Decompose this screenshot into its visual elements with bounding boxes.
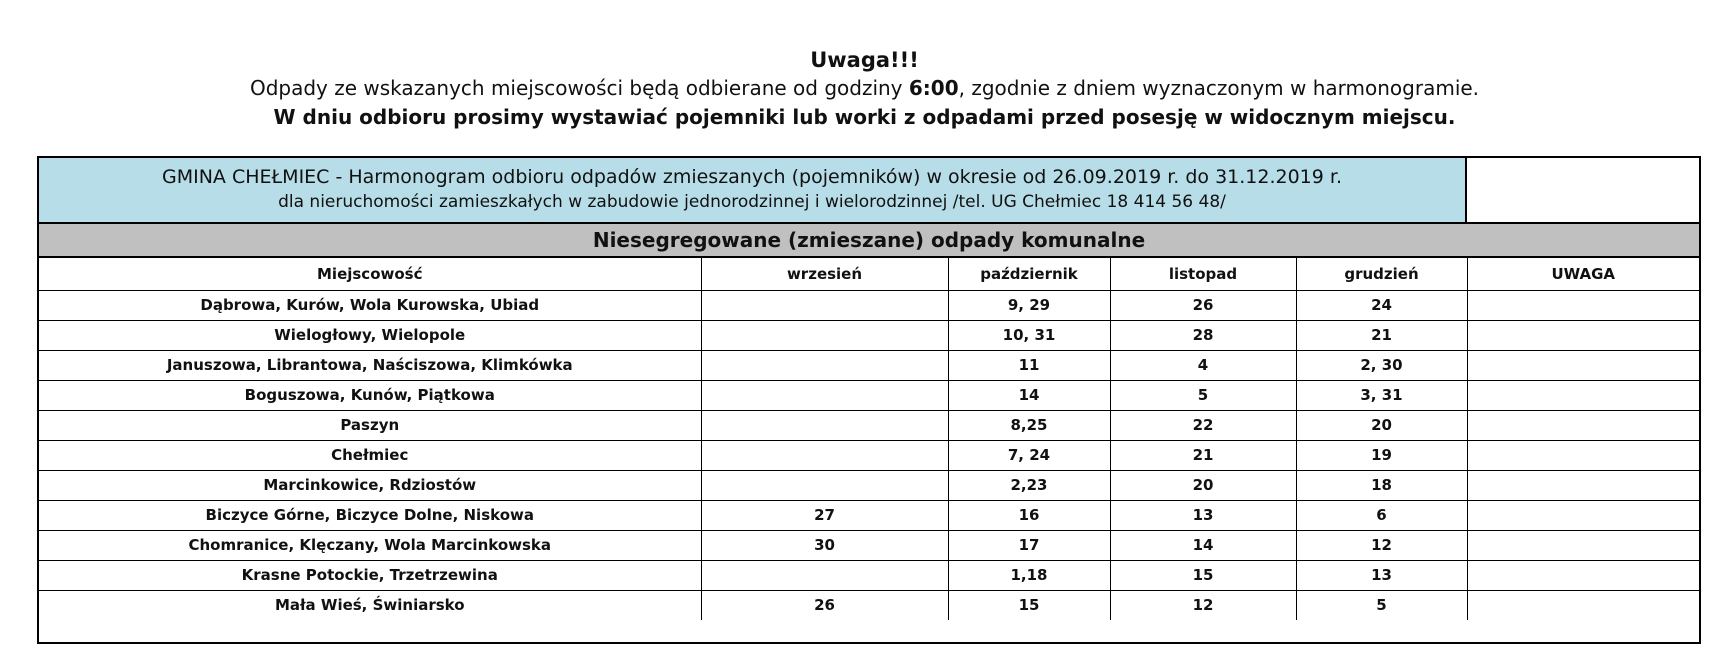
table-row <box>39 470 1699 500</box>
listopad-cell: 21 <box>1110 440 1296 470</box>
listopad-cell: 22 <box>1110 410 1296 440</box>
uwaga-cell <box>1467 470 1699 500</box>
table-row <box>39 320 1699 350</box>
uwaga-cell <box>1467 500 1699 530</box>
table-row <box>39 380 1699 410</box>
grudzien-cell: 6 <box>1296 500 1467 530</box>
wrzesien-cell: 26 <box>701 590 948 620</box>
schedule-subtitle: dla nieruchomości zamieszkałych w zabudowie jednorodzinnej i wielorodzinnej /tel. UG Chełmiec 18 414 56 48/ <box>278 192 1226 212</box>
uwaga-cell <box>1467 320 1699 350</box>
notice-time: 6:00 <box>908 76 959 100</box>
pazdziernik-cell: 14 <box>948 380 1110 410</box>
wrzesien-cell <box>701 320 948 350</box>
header-empty-cell <box>1467 158 1699 224</box>
uwaga-cell <box>1467 530 1699 560</box>
table-row <box>39 590 1699 620</box>
listopad-cell: 26 <box>1110 290 1296 320</box>
grudzien-cell: 19 <box>1296 440 1467 470</box>
column-header-uwaga: UWAGA <box>1467 258 1699 290</box>
miejscowosc-cell: Chełmiec <box>39 440 701 470</box>
wrzesien-cell: 30 <box>701 530 948 560</box>
wrzesien-cell <box>701 380 948 410</box>
listopad-cell: 12 <box>1110 590 1296 620</box>
uwaga-cell <box>1467 410 1699 440</box>
column-header-wrzesien: wrzesień <box>701 258 948 290</box>
table-row <box>39 350 1699 380</box>
grudzien-cell: 5 <box>1296 590 1467 620</box>
column-header-pazdziernik: październik <box>948 258 1110 290</box>
uwaga-cell <box>1467 350 1699 380</box>
grudzien-cell: 20 <box>1296 410 1467 440</box>
miejscowosc-cell: Marcinkowice, Rdziostów <box>39 470 701 500</box>
miejscowosc-cell: Dąbrowa, Kurów, Wola Kurowska, Ubiad <box>39 290 701 320</box>
miejscowosc-cell: Chomranice, Klęczany, Wola Marcinkowska <box>39 530 701 560</box>
pazdziernik-cell: 9, 29 <box>948 290 1110 320</box>
table-row <box>39 290 1699 320</box>
wrzesien-cell <box>701 410 948 440</box>
miejscowosc-cell: Paszyn <box>39 410 701 440</box>
pazdziernik-cell: 17 <box>948 530 1110 560</box>
uwaga-cell <box>1467 560 1699 590</box>
notice-instruction: W dniu odbioru prosimy wystawiać pojemniki lub worki z odpadami przed posesję w widocznym miejscu. <box>273 105 1456 129</box>
wrzesien-cell <box>701 350 948 380</box>
column-header-listopad: listopad <box>1110 258 1296 290</box>
pazdziernik-cell: 1,18 <box>948 560 1110 590</box>
grudzien-cell: 12 <box>1296 530 1467 560</box>
listopad-cell: 13 <box>1110 500 1296 530</box>
wrzesien-cell: 27 <box>701 500 948 530</box>
miejscowosc-cell: Boguszowa, Kunów, Piątkowa <box>39 380 701 410</box>
wrzesien-cell <box>701 290 948 320</box>
notice-title: Uwaga!!! <box>810 48 919 72</box>
listopad-cell: 5 <box>1110 380 1296 410</box>
schedule-header <box>39 158 1467 224</box>
listopad-cell: 20 <box>1110 470 1296 500</box>
listopad-cell: 4 <box>1110 350 1296 380</box>
uwaga-cell <box>1467 290 1699 320</box>
uwaga-cell <box>1467 440 1699 470</box>
notice-line-start: Odpady ze wskazanych miejscowości będą odbierane od godziny <box>249 76 909 100</box>
pazdziernik-cell: 16 <box>948 500 1110 530</box>
column-header-grudzien: grudzień <box>1296 258 1467 290</box>
table-header-row <box>39 258 1699 290</box>
uwaga-cell <box>1467 590 1699 620</box>
listopad-cell: 14 <box>1110 530 1296 560</box>
pazdziernik-cell: 8,25 <box>948 410 1110 440</box>
pazdziernik-cell: 15 <box>948 590 1110 620</box>
schedule-table <box>39 258 1699 620</box>
schedule-title: GMINA CHEŁMIEC - Harmonogram odbioru odpadów zmieszanych (pojemników) w okresie od 26.09.2019 r. do 31.12.2019 r. <box>161 166 1343 188</box>
wrzesien-cell <box>701 470 948 500</box>
uwaga-cell <box>1467 380 1699 410</box>
pazdziernik-cell: 10, 31 <box>948 320 1110 350</box>
grudzien-cell: 2, 30 <box>1296 350 1467 380</box>
grudzien-cell: 24 <box>1296 290 1467 320</box>
column-header-miejscowosc: Miejscowość <box>39 258 701 290</box>
section-title: Niesegregowane (zmieszane) odpady komunalne <box>39 224 1699 258</box>
notice-pickup-time-line <box>0 74 1729 102</box>
table-row <box>39 500 1699 530</box>
table-row <box>39 440 1699 470</box>
miejscowosc-cell: Wielogłowy, Wielopole <box>39 320 701 350</box>
notice <box>0 46 1729 132</box>
grudzien-cell: 13 <box>1296 560 1467 590</box>
pazdziernik-cell: 7, 24 <box>948 440 1110 470</box>
grudzien-cell: 18 <box>1296 470 1467 500</box>
listopad-cell: 28 <box>1110 320 1296 350</box>
grudzien-cell: 21 <box>1296 320 1467 350</box>
notice-line-end: , zgodnie z dniem wyznaczonym w harmonogramie. <box>958 76 1480 100</box>
table-row <box>39 560 1699 590</box>
grudzien-cell: 3, 31 <box>1296 380 1467 410</box>
miejscowosc-cell: Januszowa, Librantowa, Naściszowa, Klimkówka <box>39 350 701 380</box>
miejscowosc-cell: Biczyce Górne, Biczyce Dolne, Niskowa <box>39 500 701 530</box>
wrzesien-cell <box>701 560 948 590</box>
table-row <box>39 530 1699 560</box>
listopad-cell: 15 <box>1110 560 1296 590</box>
pazdziernik-cell: 2,23 <box>948 470 1110 500</box>
wrzesien-cell <box>701 440 948 470</box>
table-row <box>39 410 1699 440</box>
miejscowosc-cell: Krasne Potockie, Trzetrzewina <box>39 560 701 590</box>
pazdziernik-cell: 11 <box>948 350 1110 380</box>
schedule-sheet <box>37 156 1701 644</box>
miejscowosc-cell: Mała Wieś, Świniarsko <box>39 590 701 620</box>
